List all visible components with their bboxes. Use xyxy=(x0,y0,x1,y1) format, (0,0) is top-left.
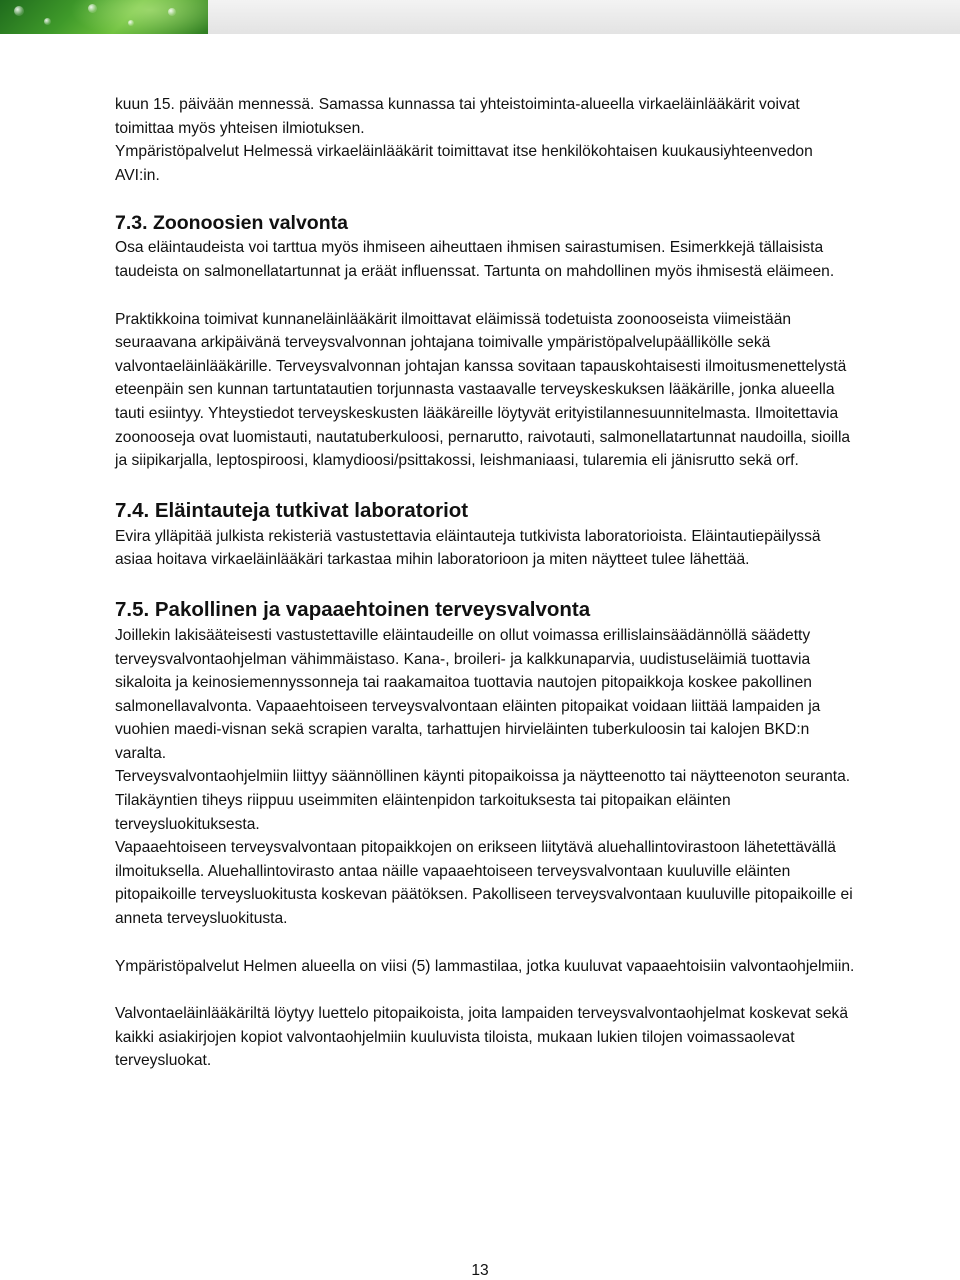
section-7-3-paragraph-2: Praktikkoina toimivat kunnaneläinlääkärit ilmoittavat eläimissä todetuista zoonooseista viimeistään seuraavana arkipäivänä terveysvalvonnan johtajana toimivalle ympäristöpalvelupäällikölle sekä valvontaeläinlääkärille. Terveysvalvonnan johtajan kanssa sovitaan tapauskohtaisesti ilmoitusmenettelystä eteenpäin sen kunnan tartuntatautien torjunnasta vastaavalle terveyskeskuksen lääkärille, jonka alueella tauti esiintyy. Yhteystiedot terveyskeskusten lääkäreille löytyvät erityistilannesuunnitelmasta. Ilmoitettavia zoonooseja ovat luomistauti, nautatuberkuloosi, pernarutto, raivotauti, salmonellatartunnat naudoilla, sioilla ja siipikarjalla, leptospiroosi, klamydioosi/psittakossi, leishmaniaasi, tularemia eli jänisrutto sekä orf. xyxy=(115,310,851,470)
section-7-5-paragraph-1: Joillekin lakisääteisesti vastustettaville eläintaudeille on ollut voimassa erillislainsäädännöllä säädetty terveysvalvontaohjelman vähimmäistaso. Kana-, broileri- ja kalkkunaparvia, uudistuseläimiä tuottavia sikaloita ja keinosiemennyssonneja tai raakamaitoa tuottavia nautojen pitopaikkoja koskee pakollinen salmonellavalvonta. Vapaaehtoiseen terveysvalvontaan eläinten pitopaikat voidaan liittää lampaiden ja vuohien maedi-visnan sekä scrapien varalta, tarhattujen hirvieläinten tuberkuloosin tai kalojen BKD:n varalta. xyxy=(115,626,821,762)
intro-paragraph-1: kuun 15. päivään mennessä. Samassa kunnassa tai yhteistoiminta-alueella virkaeläinlääkärit voivat toimittaa myös yhteisen ilmiotuksen. xyxy=(115,96,800,137)
page-header xyxy=(0,0,960,34)
section-7-3-title: 7.3. Zoonoosien valvonta xyxy=(115,212,348,235)
section-7-5-title: 7.5. Pakollinen ja vapaaehtoinen terveysvalvonta xyxy=(115,597,591,621)
section-7-5-paragraph-2: Terveysvalvontaohjelmiin liittyy säännöllinen käynti pitopaikoissa ja näytteenotto tai näytteenoton seuranta. Tilakäyntien tiheys riippuu useimmiten eläintenpidon tarkoituksesta tai pitopaikan eläinten terveysluokituksesta. xyxy=(115,768,851,833)
section-7-5-paragraph-4: Ympäristöpalvelut Helmen alueella on viisi (5) lammastilaa, jotka kuuluvat vapaaehtoisiin valvontaohjelmiin. xyxy=(115,957,855,975)
section-7-4-title: 7.4. Eläintauteja tutkivat laboratoriot xyxy=(115,498,469,522)
document-body xyxy=(115,93,855,1073)
leaf-logo-image xyxy=(0,0,208,34)
section-7-5-paragraph-5: Valvontaeläinlääkäriltä löytyy luettelo pitopaikoista, joita lampaiden terveysvalvontaohjelmat koskevat sekä kaikki asiakirjojen kopiot valvontaohjelmiin kuuluvista tiloista, mukaan lukien tilojen voimassaolevat terveysluokat. xyxy=(115,1005,849,1070)
section-7-4-paragraph-1: Evira ylläpitää julkista rekisteriä vastustettavia eläintauteja tutkivista laboratorioista. Eläintautiepäilyssä asiaa hoitava virkaeläinlääkäri tarkastaa mihin laboratorioon ja miten näytteet tulee lähettää. xyxy=(115,527,821,569)
header-band xyxy=(208,0,960,34)
page-number: 13 xyxy=(471,1262,489,1279)
section-7-5-paragraph-3: Vapaaehtoiseen terveysvalvontaan pitopaikkojen on erikseen liitytävä aluehallintovirastoon lähetettävällä ilmoituksella. Aluehallintovirasto antaa näille vapaaehtoiseen terveysvalvontaan kuuluville eläinten pitopaikoille terveysluokitusta koskevan päätöksen. Pakolliseen terveysvalvontaan kuuluville pitopaikoille ei anneta terveysluokitusta. xyxy=(115,839,853,928)
intro-paragraph-2: Ympäristöpalvelut Helmessä virkaeläinlääkärit toimittavat itse henkilökohtaisen kuukausiyhteenvedon AVI:in. xyxy=(115,143,813,184)
section-7-3-paragraph-1: Osa eläintaudeista voi tarttua myös ihmiseen aiheuttaen ihmisen sairastumisen. Esimerkkejä tällaisista taudeista on salmonellatartunnat ja eräät influenssat. Tartunta on mahdollinen myös ihmisestä eläimeen. xyxy=(115,239,835,280)
